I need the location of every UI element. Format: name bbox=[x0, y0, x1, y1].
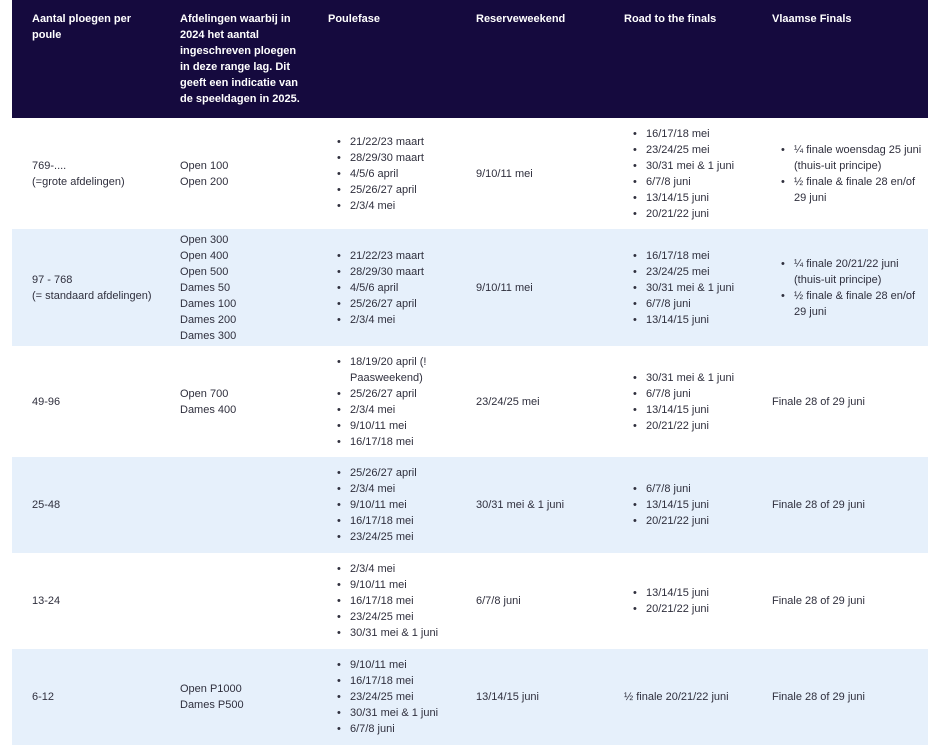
road-date: • 13/14/15 juni bbox=[646, 312, 746, 328]
road-date: • 23/24/25 mei bbox=[646, 142, 746, 158]
cell-reserve: 30/31 mei & 1 juni bbox=[476, 499, 565, 511]
pool-phase-date: • 23/24/25 mei bbox=[350, 529, 450, 545]
pool-phase-list bbox=[328, 561, 450, 641]
table-row bbox=[12, 649, 928, 745]
pool-phase-date: • 25/26/27 april bbox=[350, 465, 450, 481]
division-item: Dames 300 bbox=[180, 329, 237, 342]
cell-pool-phase bbox=[308, 457, 456, 553]
pool-phase-date: • 25/26/27 april bbox=[350, 182, 450, 198]
division-item: Dames P500 bbox=[180, 699, 244, 711]
division-item: Dames 200 bbox=[180, 313, 237, 326]
pool-phase-date: • 16/17/18 mei bbox=[350, 513, 450, 529]
table-row bbox=[12, 553, 928, 649]
cell-pool-phase bbox=[308, 229, 456, 346]
road-list bbox=[624, 481, 746, 529]
finals-item: • ½ finale & finale 28 en/of 29 juni bbox=[794, 174, 922, 206]
finals-item: • ¼ finale 20/21/22 juni (thuis-uit principe) bbox=[794, 256, 922, 288]
cell-range bbox=[12, 118, 160, 229]
finals-item: • ¼ finale woensdag 25 juni (thuis-uit principe) bbox=[794, 142, 922, 174]
division-item: Open 200 bbox=[180, 175, 229, 188]
pool-phase-date: • 16/17/18 mei bbox=[350, 593, 450, 609]
cell-pool-phase bbox=[308, 553, 456, 649]
division-item: Open 500 bbox=[180, 265, 229, 278]
road-date: • 30/31 mei & 1 juni bbox=[646, 370, 746, 386]
table-row bbox=[12, 346, 928, 457]
header-pool-phase: Poulefase bbox=[328, 13, 380, 25]
division-item: Open 100 bbox=[180, 159, 229, 172]
cell-reserve: 9/10/11 mei bbox=[476, 281, 533, 294]
finals-item: • ½ finale & finale 28 en/of 29 juni bbox=[794, 288, 922, 320]
header-flemish-finals: Vlaamse Finals bbox=[772, 13, 852, 25]
pool-phase-date: • 6/7/8 juni bbox=[350, 721, 450, 737]
cell-range bbox=[12, 457, 160, 553]
pool-phase-date: • 21/22/23 maart bbox=[350, 248, 450, 264]
road-list bbox=[624, 370, 746, 434]
schedule-table bbox=[12, 0, 928, 745]
road-date: • 6/7/8 juni bbox=[646, 481, 746, 497]
division-item: Open 700 bbox=[180, 387, 229, 400]
cell-divisions bbox=[160, 229, 308, 346]
cell-finals: Finale 28 of 29 juni bbox=[772, 395, 865, 408]
pool-phase-list bbox=[328, 134, 450, 214]
cell-pool-phase bbox=[308, 118, 456, 229]
pool-phase-list bbox=[328, 465, 450, 545]
range-note: (= standaard afdelingen) bbox=[32, 289, 152, 302]
pool-phase-date: • 9/10/11 mei bbox=[350, 657, 450, 673]
cell-divisions bbox=[160, 553, 308, 649]
range-value: 769-.... bbox=[32, 159, 67, 172]
cell-pool-phase bbox=[308, 346, 456, 457]
table-row bbox=[12, 457, 928, 553]
range-value: 49-96 bbox=[32, 395, 61, 408]
cell-reserve: 23/24/25 mei bbox=[476, 395, 540, 408]
pool-phase-date: • 25/26/27 april bbox=[350, 296, 450, 312]
road-date: • 13/14/15 juni bbox=[646, 190, 746, 206]
road-date: • 16/17/18 mei bbox=[646, 248, 746, 264]
cell-finals bbox=[752, 118, 928, 229]
range-value: 25-48 bbox=[32, 499, 61, 511]
division-item: Open 400 bbox=[180, 249, 229, 262]
road-date: • 16/17/18 mei bbox=[646, 126, 746, 142]
cell-finals bbox=[752, 229, 928, 346]
pool-phase-date: • 4/5/6 april bbox=[350, 280, 450, 296]
pool-phase-date: • 23/24/25 mei bbox=[350, 689, 450, 705]
road-date: • 30/31 mei & 1 juni bbox=[646, 158, 746, 174]
cell-range bbox=[12, 229, 160, 346]
division-item: Open 300 bbox=[180, 233, 229, 246]
pool-phase-date: • 2/3/4 mei bbox=[350, 561, 450, 577]
division-item: Open P1000 bbox=[180, 683, 242, 695]
range-note: (=grote afdelingen) bbox=[32, 175, 125, 188]
cell-road bbox=[604, 457, 752, 553]
cell-divisions bbox=[160, 457, 308, 553]
pool-phase-date: • 16/17/18 mei bbox=[350, 673, 450, 689]
cell-range bbox=[12, 649, 160, 745]
pool-phase-date: • 2/3/4 mei bbox=[350, 481, 450, 497]
pool-phase-date: • 30/31 mei & 1 juni bbox=[350, 625, 450, 641]
road-date: • 20/21/22 juni bbox=[646, 513, 746, 529]
pool-phase-date: • 9/10/11 mei bbox=[350, 497, 450, 513]
pool-phase-date: • 4/5/6 april bbox=[350, 166, 450, 182]
road-date: • 6/7/8 juni bbox=[646, 296, 746, 312]
road-date: • 20/21/22 juni bbox=[646, 601, 746, 617]
range-value: 6-12 bbox=[32, 691, 55, 703]
division-item: Dames 400 bbox=[180, 403, 237, 416]
pool-phase-date: • 21/22/23 maart bbox=[350, 134, 450, 150]
cell-road: ½ finale 20/21/22 juni bbox=[624, 691, 729, 703]
road-date: • 6/7/8 juni bbox=[646, 174, 746, 190]
road-date: • 6/7/8 juni bbox=[646, 386, 746, 402]
pool-phase-list bbox=[328, 354, 450, 450]
cell-range bbox=[12, 346, 160, 457]
division-item: Dames 100 bbox=[180, 297, 237, 310]
pool-phase-date: • 25/26/27 april bbox=[350, 386, 450, 402]
pool-phase-list bbox=[328, 248, 450, 328]
cell-range bbox=[12, 553, 160, 649]
pool-phase-date: • 28/29/30 maart bbox=[350, 150, 450, 166]
cell-divisions bbox=[160, 649, 308, 745]
finals-list bbox=[772, 256, 922, 320]
pool-phase-date: • 9/10/11 mei bbox=[350, 418, 450, 434]
cell-finals: Finale 28 of 29 juni bbox=[772, 595, 865, 607]
pool-phase-date: • 18/19/20 april (! Paasweekend) bbox=[350, 354, 450, 386]
header-road-to-finals: Road to the finals bbox=[624, 13, 717, 25]
header-row bbox=[12, 0, 928, 118]
road-date: • 13/14/15 juni bbox=[646, 585, 746, 601]
road-date: • 30/31 mei & 1 juni bbox=[646, 280, 746, 296]
pool-phase-date: • 30/31 mei & 1 juni bbox=[350, 705, 450, 721]
cell-road bbox=[604, 346, 752, 457]
cell-road bbox=[604, 229, 752, 346]
finals-list bbox=[772, 142, 922, 206]
cell-divisions bbox=[160, 118, 308, 229]
cell-reserve: 13/14/15 juni bbox=[476, 691, 539, 703]
table-body bbox=[12, 118, 928, 745]
road-list bbox=[624, 585, 746, 617]
pool-phase-date: • 2/3/4 mei bbox=[350, 402, 450, 418]
pool-phase-date: • 9/10/11 mei bbox=[350, 577, 450, 593]
road-list bbox=[624, 248, 746, 328]
road-date: • 23/24/25 mei bbox=[646, 264, 746, 280]
schedule-table-container bbox=[12, 0, 928, 745]
pool-phase-date: • 23/24/25 mei bbox=[350, 609, 450, 625]
pool-phase-date: • 16/17/18 mei bbox=[350, 434, 450, 450]
pool-phase-date: • 28/29/30 maart bbox=[350, 264, 450, 280]
cell-road bbox=[604, 118, 752, 229]
table-row bbox=[12, 229, 928, 346]
range-value: 13-24 bbox=[32, 595, 61, 607]
cell-road bbox=[604, 553, 752, 649]
header-divisions: Afdelingen waarbij in 2024 het aantal ingeschreven ploegen in deze range lag. Dit geeft een indicatie van de speeldagen in 2025. bbox=[180, 13, 300, 105]
cell-pool-phase bbox=[308, 649, 456, 745]
pool-phase-list bbox=[328, 657, 450, 737]
table-header bbox=[12, 0, 928, 118]
cell-reserve: 9/10/11 mei bbox=[476, 167, 533, 180]
road-date: • 13/14/15 juni bbox=[646, 402, 746, 418]
header-reserve-weekend: Reserveweekend bbox=[476, 13, 566, 25]
road-list bbox=[624, 126, 746, 222]
pool-phase-date: • 2/3/4 mei bbox=[350, 312, 450, 328]
cell-finals: Finale 28 of 29 juni bbox=[772, 691, 865, 703]
cell-divisions bbox=[160, 346, 308, 457]
table-row bbox=[12, 118, 928, 229]
cell-finals: Finale 28 of 29 juni bbox=[772, 499, 865, 511]
road-date: • 20/21/22 juni bbox=[646, 418, 746, 434]
range-value: 97 - 768 bbox=[32, 273, 73, 286]
cell-reserve: 6/7/8 juni bbox=[476, 595, 521, 607]
road-date: • 13/14/15 juni bbox=[646, 497, 746, 513]
pool-phase-date: • 2/3/4 mei bbox=[350, 198, 450, 214]
division-item: Dames 50 bbox=[180, 281, 231, 294]
header-teams-per-pool: Aantal ploegen per poule bbox=[32, 13, 132, 41]
road-date: • 20/21/22 juni bbox=[646, 206, 746, 222]
